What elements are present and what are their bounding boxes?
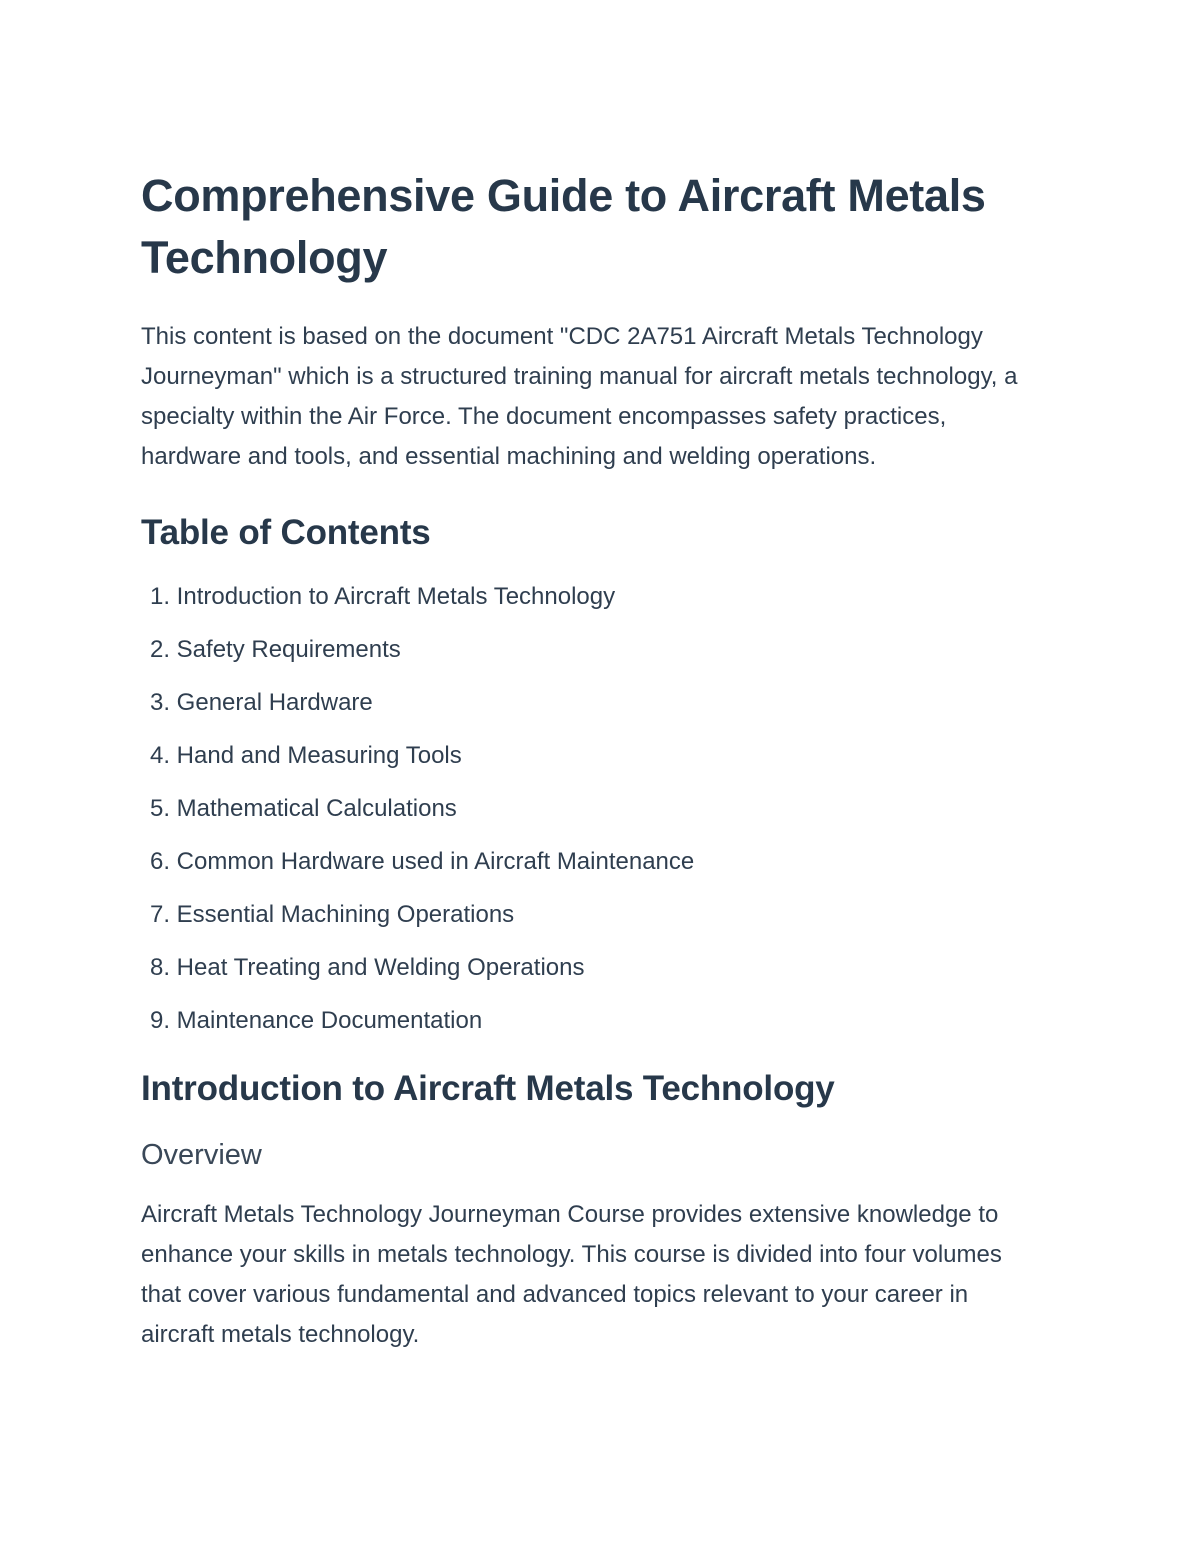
toc-item: [141, 793, 1061, 825]
toc-item: [141, 687, 1061, 719]
toc-item-label: Hand and Measuring Tools: [176, 742, 462, 769]
toc-item-label: Safety Requirements: [176, 636, 401, 663]
toc-item-number: 8.: [149, 954, 170, 981]
toc-item: [141, 952, 1061, 984]
section-heading: Introduction to Aircraft Metals Technology: [141, 1069, 835, 1108]
overview-subheading: Overview: [141, 1139, 262, 1171]
toc-item-number: 4.: [149, 742, 170, 769]
toc-item-label: Heat Treating and Welding Operations: [176, 954, 585, 981]
toc-item: [141, 581, 1061, 613]
document-title: Comprehensive Guide to Aircraft Metals Technology: [141, 170, 986, 283]
toc-item: [141, 634, 1061, 666]
toc-list: [141, 581, 1061, 1037]
toc-item-number: 6.: [149, 848, 170, 875]
toc-item-number: 1.: [149, 583, 170, 610]
toc-item-label: Mathematical Calculations: [176, 795, 457, 822]
intro-paragraph: This content is based on the document "CDC 2A751 Aircraft Metals Technology Journeyman" which is a structured training manual for aircraft metals technology, a specialty within the Air Force. The document encompasses safety practices, hardware and tools, and essential machining and welding operations.: [141, 323, 1018, 470]
overview-paragraph: Aircraft Metals Technology Journeyman Course provides extensive knowledge to enhance your skills in metals technology. This course is divided into four volumes that cover various fundamental and advanced topics relevant to your career in aircraft metals technology.: [141, 1201, 1002, 1348]
toc-item-label: Introduction to Aircraft Metals Technology: [176, 583, 616, 610]
toc-item: [141, 846, 1061, 878]
toc-item-number: 5.: [149, 795, 170, 822]
toc-item-label: Common Hardware used in Aircraft Maintenance: [176, 848, 695, 875]
toc-item-number: 9.: [149, 1007, 170, 1034]
toc-item-number: 7.: [149, 901, 170, 928]
toc-item: [141, 899, 1061, 931]
toc-heading: Table of Contents: [141, 513, 431, 552]
toc-item-label: Maintenance Documentation: [176, 1007, 483, 1034]
toc-item-label: General Hardware: [176, 689, 373, 716]
toc-item: [141, 1005, 1061, 1037]
toc-item-number: 2.: [149, 636, 170, 663]
document-page: [141, 165, 1061, 1355]
toc-item-label: Essential Machining Operations: [176, 901, 515, 928]
toc-item-number: 3.: [149, 689, 170, 716]
toc-item: [141, 740, 1061, 772]
